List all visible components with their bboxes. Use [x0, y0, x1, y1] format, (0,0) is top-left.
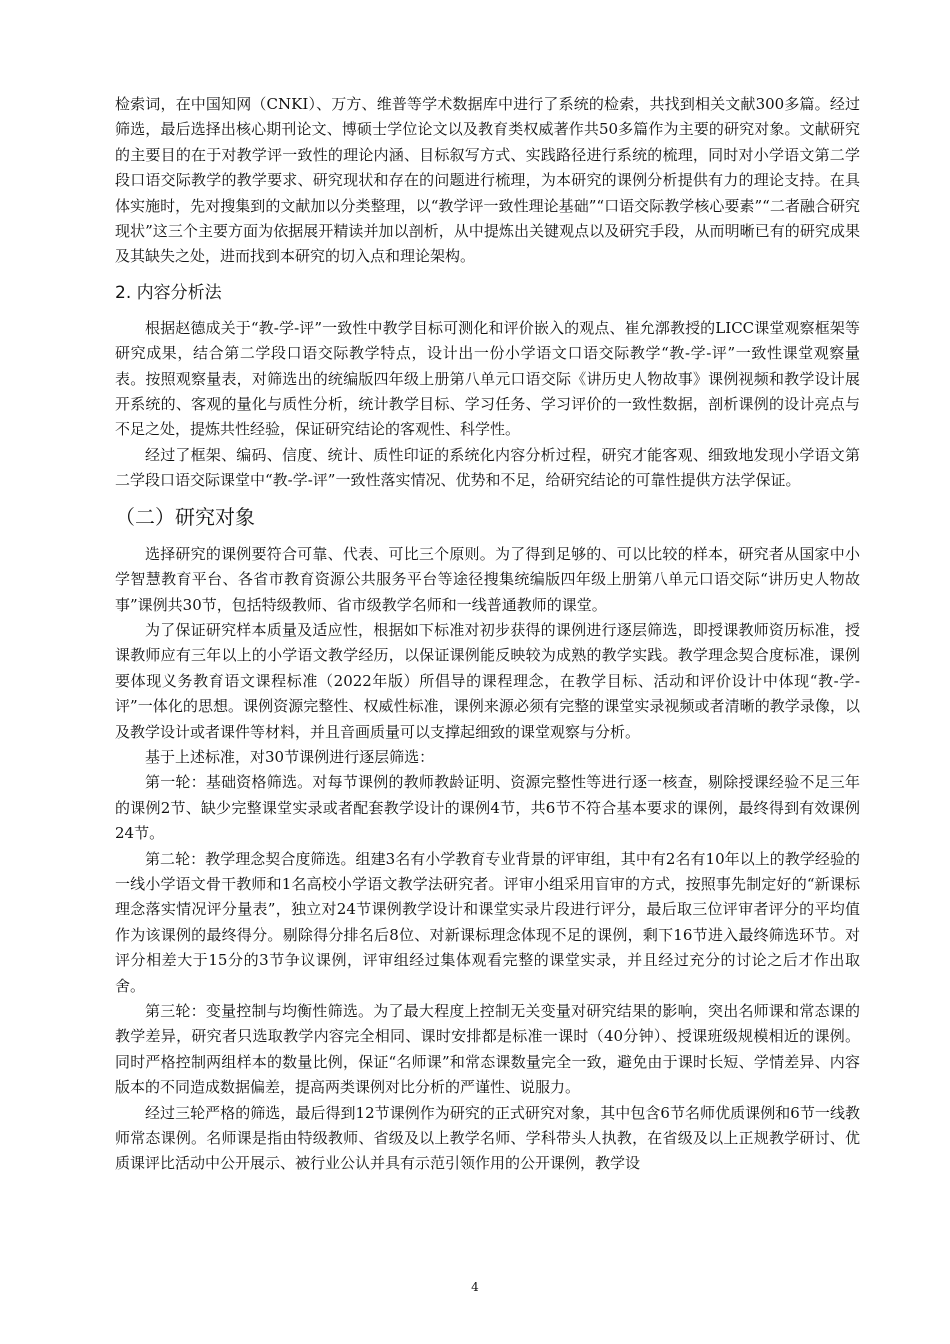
heading-content-analysis: 2. 内容分析法 — [115, 282, 222, 303]
paragraph-observation-scale: 根据赵德成关于“教-学-评”一致性中教学目标可测化和评价嵌入的观点、崔允漷教授的LICC课堂观察框架等研究成果，结合第二学段口语交际教学特点，设计出一份小学语文口语交际教学“教-学-评”一致性课堂观察量表。按照观察量表，对筛选出的统编版四年级上册第八单元口语交际《讲历史人物故事》课例视频和教学设计展开系统的、客观的量化与质性分析，统计教学目标、学习任务、学习评价的一致性数据，剖析课例的设计亮点与不足之处，提炼共性经验，保证研究结论的客观性、科学性。 — [115, 318, 860, 439]
paragraph-screening-intro: 基于上述标准，对30节课例进行逐层筛选： — [145, 747, 435, 766]
paragraph-final-sample: 经过三轮严格的筛选，最后得到12节课例作为研究的正式研究对象，其中包含6节名师优质课例和6节一线教师常态课例。名师课是指由特级教师、省级及以上教学名师、学科带头人执教，在省级及以上正规教学研讨、优质课评比活动中公开展示、被行业公认并具有示范引领作用的公开课例，教学设 — [115, 1103, 860, 1173]
paragraph-round-one: 第一轮：基础资格筛选。对每节课例的教师教龄证明、资源完整性等进行逐一核查，剔除授课经验不足三年的课例2节、缺少完整课堂实录或者配套教学设计的课例4节，共6节不符合基本要求的课例，最终得到有效课例24节。 — [115, 773, 860, 843]
paragraph-selection-criteria: 为了保证研究样本质量及适应性，根据如下标准对初步获得的课例进行逐层筛选，即授课教师资历标准，授课教师应有三年以上的小学语文教学经历，以保证课例能反映较为成熟的教学实践。教学理念契合度标准，课例要体现义务教育语文课程标准（2022年版）所倡导的课程理念，在教学目标、活动和评价设计中体现“教-学-评”一体化的思想。课例资源完整性、权威性标准，课例来源必须有完整的课堂实录视频或者清晰的教学录像，以及教学设计或者课件等材料，并且音画质量可以支撑起细致的课堂观察与分析。 — [115, 620, 860, 741]
paragraph-round-three: 第三轮：变量控制与均衡性筛选。为了最大程度上控制无关变量对研究结果的影响，突出名师课和常态课的教学差异，研究者只选取教学内容完全相同、课时安排都是标准一课时（40分钟）、授课班级规模相近的课例。同时严格控制两组样本的数量比例，保证“名师课”和常态课数量完全一致，避免由于课时长短、学情差异、内容版本的不同造成数据偏差，提高两类课例对比分析的严谨性、说服力。 — [115, 1002, 860, 1097]
paragraph-sample-selection: 选择研究的课例要符合可靠、代表、可比三个原则。为了得到足够的、可以比较的样本，研究者从国家中小学智慧教育平台、各省市教育资源公共服务平台等途径搜集统编版四年级上册第八单元口语交际“讲历史人物故事”课例共30节，包括特级教师、省市级教学名师和一线普通教师的课堂。 — [115, 544, 860, 614]
paragraph-literature-method: 检索词，在中国知网（CNKI）、万方、维普等学术数据库中进行了系统的检索，共找到相关文献300多篇。经过筛选，最后选择出核心期刊论文、博硕士学位论文以及教育类权威著作共50多篇作为主要的研究对象。文献研究的主要目的在于对教学评一致性的理论内涵、目标叙写方式、实践路径进行系统的梳理，同时对小学语文第二学段口语交际教学的教学要求、研究现状和存在的问题进行梳理，为本研究的课例分析提供有力的理论支持。在具体实施时，先对搜集到的文献加以分类整理，以“教学评一致性理论基础”“口语交际教学核心要素”“二者融合研究现状”这三个主要方面为依据展开精读并加以剖析，从中提炼出关键观点以及研究手段，从而明晰已有的研究成果及其缺失之处，进而找到本研究的切入点和理论架构。 — [115, 95, 860, 266]
heading-research-objects: （二）研究对象 — [115, 504, 255, 529]
paragraph-round-two: 第二轮：教学理念契合度筛选。组建3名有小学教育专业背景的评审组，其中有2名有10年以上的教学经验的一线小学语文骨干教师和1名高校小学语文教学法研究者。评审小组采用盲审的方式，按照事先制定好的“新课标理念落实情况评分量表”，独立对24节课例教学设计和课堂实录片段进行评分，最后取三位评审者评分的平均值作为该课例的最终得分。剔除得分排名后8位、对新课标理念体现不足的课例，剩下16节进入最终筛选环节。对评分相差大于15分的3节争议课例，评审组经过集体观看完整的课堂实录，并且经过充分的讨论之后才作出取舍。 — [115, 849, 860, 995]
page-number: 4 — [471, 1280, 479, 1294]
paragraph-analysis-process: 经过了框架、编码、信度、统计、质性印证的系统化内容分析过程，研究才能客观、细致地发现小学语文第二学段口语交际课堂中“教-学-评”一致性落实情况、优势和不足，给研究结论的可靠性提供方法学保证。 — [115, 445, 860, 490]
document-page — [115, 92, 860, 1177]
